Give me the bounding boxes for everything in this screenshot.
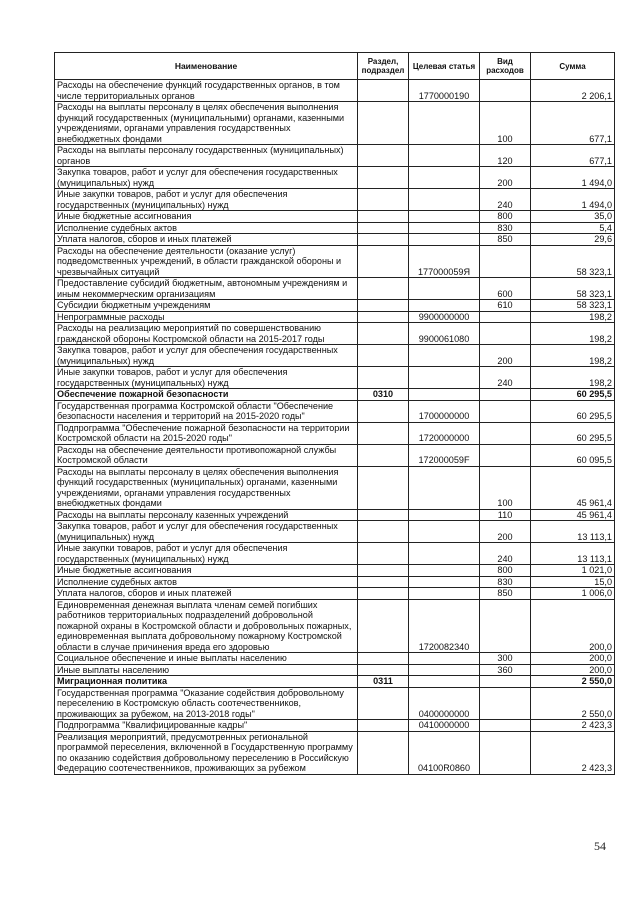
row-type	[480, 676, 531, 688]
row-sum: 58 323,1	[531, 300, 615, 312]
row-name: Государственная программа "Оказание содействия добровольному переселению в Костромскую область соотечественников, проживающих за рубежом, на 2013-2018 годы"	[55, 687, 358, 720]
row-type	[480, 245, 531, 278]
row-sum: 60 295,5	[531, 422, 615, 444]
row-section	[358, 300, 409, 312]
row-sum: 13 113,1	[531, 543, 615, 565]
row-type: 600	[480, 278, 531, 300]
row-sum: 58 323,1	[531, 278, 615, 300]
row-type: 200	[480, 345, 531, 367]
row-article	[409, 102, 480, 145]
row-section	[358, 422, 409, 444]
row-name: Миграционная политика	[55, 676, 358, 688]
row-section: 0310	[358, 389, 409, 401]
row-sum: 200,0	[531, 653, 615, 665]
row-type	[480, 323, 531, 345]
row-section	[358, 521, 409, 543]
table-row	[55, 444, 615, 466]
table-row	[55, 234, 615, 246]
table-row	[55, 222, 615, 234]
table-row	[55, 576, 615, 588]
row-type: 850	[480, 588, 531, 600]
row-type: 800	[480, 211, 531, 223]
row-type	[480, 422, 531, 444]
row-article: 172000059F	[409, 444, 480, 466]
row-article	[409, 211, 480, 223]
row-section	[358, 189, 409, 211]
row-name: Расходы на выплаты персоналу казенных учреждений	[55, 509, 358, 521]
row-type: 200	[480, 521, 531, 543]
row-section	[358, 245, 409, 278]
row-type: 240	[480, 543, 531, 565]
table-row	[55, 345, 615, 367]
row-article: 0400000000	[409, 687, 480, 720]
row-type	[480, 599, 531, 653]
header-name: Наименование	[55, 53, 358, 80]
row-type: 110	[480, 509, 531, 521]
row-section	[358, 565, 409, 577]
table-row	[55, 278, 615, 300]
row-sum: 2 206,1	[531, 80, 615, 102]
row-sum: 1 021,0	[531, 565, 615, 577]
row-type: 300	[480, 653, 531, 665]
row-sum: 1 494,0	[531, 189, 615, 211]
row-name: Расходы на обеспечение функций государственных органов, в том числе территориальных органов	[55, 80, 358, 102]
row-article: 1700000000	[409, 400, 480, 422]
row-sum: 13 113,1	[531, 521, 615, 543]
row-article: 0410000000	[409, 720, 480, 732]
row-type: 100	[480, 102, 531, 145]
row-type: 610	[480, 300, 531, 312]
table-row	[55, 367, 615, 389]
row-type	[480, 731, 531, 774]
row-name: Государственная программа Костромской области "Обеспечение безопасности населения и территорий на 2015-2020 годы"	[55, 400, 358, 422]
row-name: Закупка товаров, работ и услуг для обеспечения государственных (муниципальных) нужд	[55, 521, 358, 543]
row-sum: 2 423,3	[531, 720, 615, 732]
row-section	[358, 234, 409, 246]
row-name: Иные закупки товаров, работ и услуг для обеспечения государственных (муниципальных) нужд	[55, 189, 358, 211]
row-sum: 198,2	[531, 367, 615, 389]
row-type	[480, 400, 531, 422]
row-article	[409, 565, 480, 577]
row-article: 9900061080	[409, 323, 480, 345]
table-row	[55, 466, 615, 509]
row-sum: 198,2	[531, 311, 615, 323]
row-name: Единовременная денежная выплата членам семей погибших работников территориальных подразделений добровольной пожарной охраны в Костромской области и добровольных пожарных, единовременная выплата добровольному пожарному Костромской области в случае причинения вреда его здоровью	[55, 599, 358, 653]
row-name: Расходы на выплаты персоналу в целях обеспечения выполнения функций государственных (муниципальных) органами, казенными учреждениями, органами управления государственных внебюджетных фондами	[55, 466, 358, 509]
row-section	[358, 576, 409, 588]
row-article	[409, 222, 480, 234]
row-section	[358, 664, 409, 676]
row-name: Расходы на выплаты персоналу в целях обеспечения выполнения функций государственных (муниципальными) органами, казенными учреждениями, органами управления государственных внебюджетных фондами	[55, 102, 358, 145]
row-section	[358, 367, 409, 389]
header-article: Целевая статья	[409, 53, 480, 80]
table-row	[55, 543, 615, 565]
row-type	[480, 720, 531, 732]
row-sum: 60 095,5	[531, 444, 615, 466]
budget-table	[54, 52, 615, 775]
row-article: 1720082340	[409, 599, 480, 653]
row-name: Иные выплаты населению	[55, 664, 358, 676]
row-sum: 200,0	[531, 664, 615, 676]
row-article	[409, 653, 480, 665]
row-sum: 60 295,5	[531, 400, 615, 422]
row-name: Предоставление субсидий бюджетным, автономным учреждениям и иным некоммерческим организациям	[55, 278, 358, 300]
header-sum: Сумма	[531, 53, 615, 80]
row-section: 0311	[358, 676, 409, 688]
row-sum: 5,4	[531, 222, 615, 234]
row-article	[409, 543, 480, 565]
row-article	[409, 167, 480, 189]
row-name: Закупка товаров, работ и услуг для обеспечения государственных (муниципальных) нужд	[55, 345, 358, 367]
table-row	[55, 189, 615, 211]
table-row	[55, 720, 615, 732]
row-type	[480, 444, 531, 466]
row-article	[409, 676, 480, 688]
row-article: 04100R0860	[409, 731, 480, 774]
row-sum: 2 550,0	[531, 687, 615, 720]
row-section	[358, 102, 409, 145]
row-name: Подпрограмма "Обеспечение пожарной безопасности на территории Костромской области на 2015-2020 годы"	[55, 422, 358, 444]
row-section	[358, 509, 409, 521]
row-section	[358, 345, 409, 367]
row-type: 240	[480, 189, 531, 211]
row-sum: 60 295,5	[531, 389, 615, 401]
row-article	[409, 345, 480, 367]
row-sum: 677,1	[531, 145, 615, 167]
table-row	[55, 323, 615, 345]
row-article	[409, 389, 480, 401]
row-section	[358, 444, 409, 466]
row-article	[409, 509, 480, 521]
table-row	[55, 245, 615, 278]
row-sum: 2 423,3	[531, 731, 615, 774]
table-row	[55, 565, 615, 577]
table-row	[55, 102, 615, 145]
table-row	[55, 599, 615, 653]
row-type: 830	[480, 576, 531, 588]
row-name: Субсидии бюджетным учреждениям	[55, 300, 358, 312]
table-row	[55, 311, 615, 323]
row-type: 100	[480, 466, 531, 509]
row-name: Социальное обеспечение и иные выплаты населению	[55, 653, 358, 665]
row-name: Обеспечение пожарной безопасности	[55, 389, 358, 401]
row-section	[358, 720, 409, 732]
row-sum: 45 961,4	[531, 509, 615, 521]
row-name: Иные закупки товаров, работ и услуг для обеспечения государственных (муниципальных) нужд	[55, 543, 358, 565]
row-name: Непрограммные расходы	[55, 311, 358, 323]
row-name: Уплата налогов, сборов и иных платежей	[55, 234, 358, 246]
row-name: Расходы на выплаты персоналу государственных (муниципальных) органов	[55, 145, 358, 167]
table-row	[55, 300, 615, 312]
row-article: 9900000000	[409, 311, 480, 323]
row-article: 177000059Я	[409, 245, 480, 278]
row-section	[358, 278, 409, 300]
row-type: 240	[480, 367, 531, 389]
row-name: Реализация мероприятий, предусмотренных региональной программой переселения, включенной в Государственную программу по оказанию содействия добровольному переселению в Российскую Федерацию соотечественников, проживающих за рубежом	[55, 731, 358, 774]
table-row	[55, 653, 615, 665]
table-row	[55, 509, 615, 521]
row-type: 200	[480, 167, 531, 189]
row-name: Расходы на обеспечение деятельности противопожарной службы Костромской области	[55, 444, 358, 466]
header-row	[55, 53, 615, 80]
row-section	[358, 222, 409, 234]
row-name: Уплата налогов, сборов и иных платежей	[55, 588, 358, 600]
table-row	[55, 687, 615, 720]
table-row	[55, 664, 615, 676]
row-type: 830	[480, 222, 531, 234]
row-section	[358, 400, 409, 422]
row-sum: 1 006,0	[531, 588, 615, 600]
row-article	[409, 466, 480, 509]
header-type: Вид расходов	[480, 53, 531, 80]
table-row	[55, 80, 615, 102]
row-section	[358, 211, 409, 223]
row-sum: 198,2	[531, 323, 615, 345]
row-type	[480, 311, 531, 323]
page-number: 54	[594, 839, 606, 853]
row-section	[358, 80, 409, 102]
row-section	[358, 311, 409, 323]
row-type	[480, 389, 531, 401]
row-section	[358, 145, 409, 167]
row-sum: 45 961,4	[531, 466, 615, 509]
row-type: 360	[480, 664, 531, 676]
row-type	[480, 687, 531, 720]
row-type: 850	[480, 234, 531, 246]
row-section	[358, 653, 409, 665]
row-article	[409, 576, 480, 588]
row-name: Иные закупки товаров, работ и услуг для обеспечения государственных (муниципальных) нужд	[55, 367, 358, 389]
row-section	[358, 323, 409, 345]
table-row	[55, 400, 615, 422]
row-section	[358, 731, 409, 774]
row-sum: 200,0	[531, 599, 615, 653]
table-row	[55, 145, 615, 167]
row-article	[409, 300, 480, 312]
row-article	[409, 278, 480, 300]
row-article	[409, 189, 480, 211]
row-article	[409, 521, 480, 543]
table-row	[55, 422, 615, 444]
row-name: Иные бюджетные ассигнования	[55, 211, 358, 223]
row-type: 800	[480, 565, 531, 577]
row-sum: 198,2	[531, 345, 615, 367]
row-section	[358, 466, 409, 509]
table-row	[55, 731, 615, 774]
header-section: Раздел, подраздел	[358, 53, 409, 80]
row-name: Расходы на обеспечение деятельности (оказание услуг) подведомственных учреждений, в области гражданской обороны и чрезвычайных ситуаций	[55, 245, 358, 278]
row-section	[358, 588, 409, 600]
row-name: Иные бюджетные ассигнования	[55, 565, 358, 577]
table-row	[55, 211, 615, 223]
row-article	[409, 234, 480, 246]
row-sum: 29,6	[531, 234, 615, 246]
row-article	[409, 145, 480, 167]
row-article: 1720000000	[409, 422, 480, 444]
table-row	[55, 521, 615, 543]
row-name: Исполнение судебных актов	[55, 576, 358, 588]
row-sum: 2 550,0	[531, 676, 615, 688]
table-row	[55, 167, 615, 189]
row-section	[358, 687, 409, 720]
row-article: 1770000190	[409, 80, 480, 102]
row-sum: 1 494,0	[531, 167, 615, 189]
row-name: Подпрограмма "Квалифицированные кадры"	[55, 720, 358, 732]
row-sum: 35,0	[531, 211, 615, 223]
row-sum: 58 323,1	[531, 245, 615, 278]
row-article	[409, 588, 480, 600]
row-type: 120	[480, 145, 531, 167]
row-sum: 677,1	[531, 102, 615, 145]
row-section	[358, 167, 409, 189]
table-row	[55, 588, 615, 600]
table-row	[55, 389, 615, 401]
row-type	[480, 80, 531, 102]
table-row	[55, 676, 615, 688]
row-sum: 15,0	[531, 576, 615, 588]
row-name: Расходы на реализацию мероприятий по совершенствованию гражданской обороны Костромской области на 2015-2017 годы	[55, 323, 358, 345]
row-name: Закупка товаров, работ и услуг для обеспечения государственных (муниципальных) нужд	[55, 167, 358, 189]
row-section	[358, 599, 409, 653]
row-article	[409, 664, 480, 676]
row-name: Исполнение судебных актов	[55, 222, 358, 234]
row-article	[409, 367, 480, 389]
row-section	[358, 543, 409, 565]
